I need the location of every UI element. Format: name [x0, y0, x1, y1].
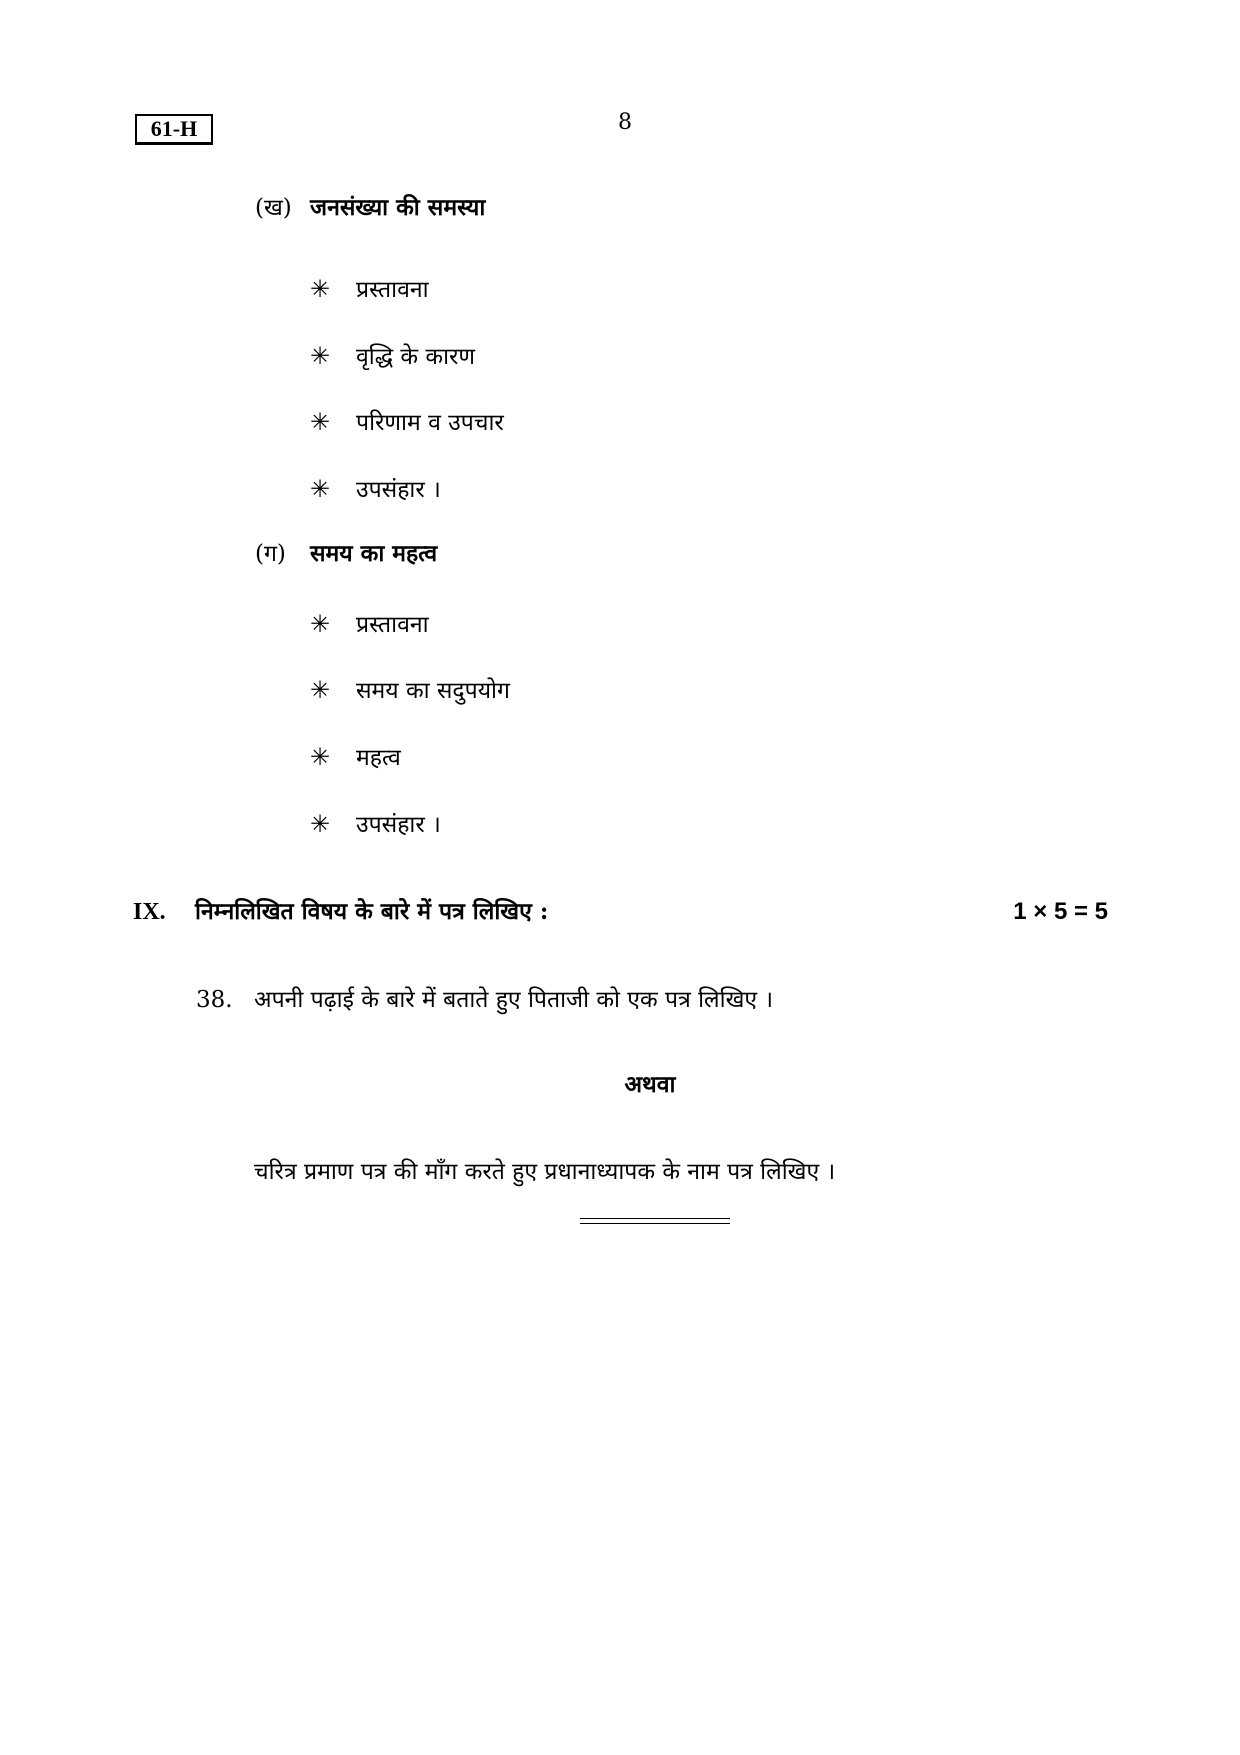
section-number: IX. [133, 899, 166, 925]
question-38 [196, 983, 773, 1017]
asterisk-bullet-icon: ✳ [310, 610, 331, 638]
essay-ga-point-text: समय का सदुपयोग [356, 678, 510, 704]
asterisk-bullet-icon: ✳ [310, 475, 331, 503]
essay-ga-point-text: प्रस्तावना [356, 612, 429, 638]
essay-ga-point-3 [310, 740, 401, 775]
asterisk-bullet-icon: ✳ [310, 342, 331, 370]
question-number: 38. [196, 987, 233, 1013]
essay-kha-title: जनसंख्या की समस्या [310, 194, 486, 221]
essay-kha-point-3 [310, 405, 504, 440]
essay-kha-point-text: प्रस्तावना [356, 277, 429, 303]
section-instruction: निम्नलिखित विषय के बारे में पत्र लिखिए : [195, 898, 549, 925]
paper-code-box: 61-H [135, 114, 213, 145]
essay-ga-point-2 [310, 673, 510, 708]
section-marks: 1 × 5 = 5 [1013, 898, 1108, 925]
end-double-rule [580, 1218, 730, 1224]
essay-kha-point-2 [310, 339, 475, 374]
essay-ga-point-4 [310, 807, 441, 842]
essay-kha-point-text: परिणाम व उपचार [356, 410, 504, 436]
asterisk-bullet-icon: ✳ [310, 810, 331, 838]
essay-ga-point-text: महत्व [356, 745, 401, 771]
essay-ga-title: समय का महत्व [310, 540, 438, 567]
essay-kha-point-text: उपसंहार । [356, 477, 441, 503]
asterisk-bullet-icon: ✳ [310, 408, 331, 436]
asterisk-bullet-icon: ✳ [310, 275, 331, 303]
page-number: 8 [618, 110, 632, 135]
essay-ga-point-text: उपसंहार । [356, 812, 441, 838]
essay-kha-point-1 [310, 272, 429, 307]
essay-kha-heading [255, 191, 485, 225]
essay-ga-heading [255, 537, 437, 571]
asterisk-bullet-icon: ✳ [310, 676, 331, 704]
essay-kha-point-4 [310, 472, 441, 507]
essay-ga-label: (ग) [255, 541, 286, 567]
essay-ga-point-1 [310, 607, 429, 642]
question-text: अपनी पढ़ाई के बारे में बताते हुए पिताजी को एक पत्र लिखिए । [254, 987, 774, 1013]
essay-kha-label: (ख) [255, 195, 292, 221]
essay-kha-point-text: वृद्धि के कारण [356, 344, 476, 370]
alternative-question: चरित्र प्रमाण पत्र की माँग करते हुए प्रधानाध्यापक के नाम पत्र लिखिए । [254, 1159, 836, 1185]
section-ix-header [133, 895, 1108, 929]
asterisk-bullet-icon: ✳ [310, 743, 331, 771]
or-label: अथवा [624, 1071, 676, 1098]
